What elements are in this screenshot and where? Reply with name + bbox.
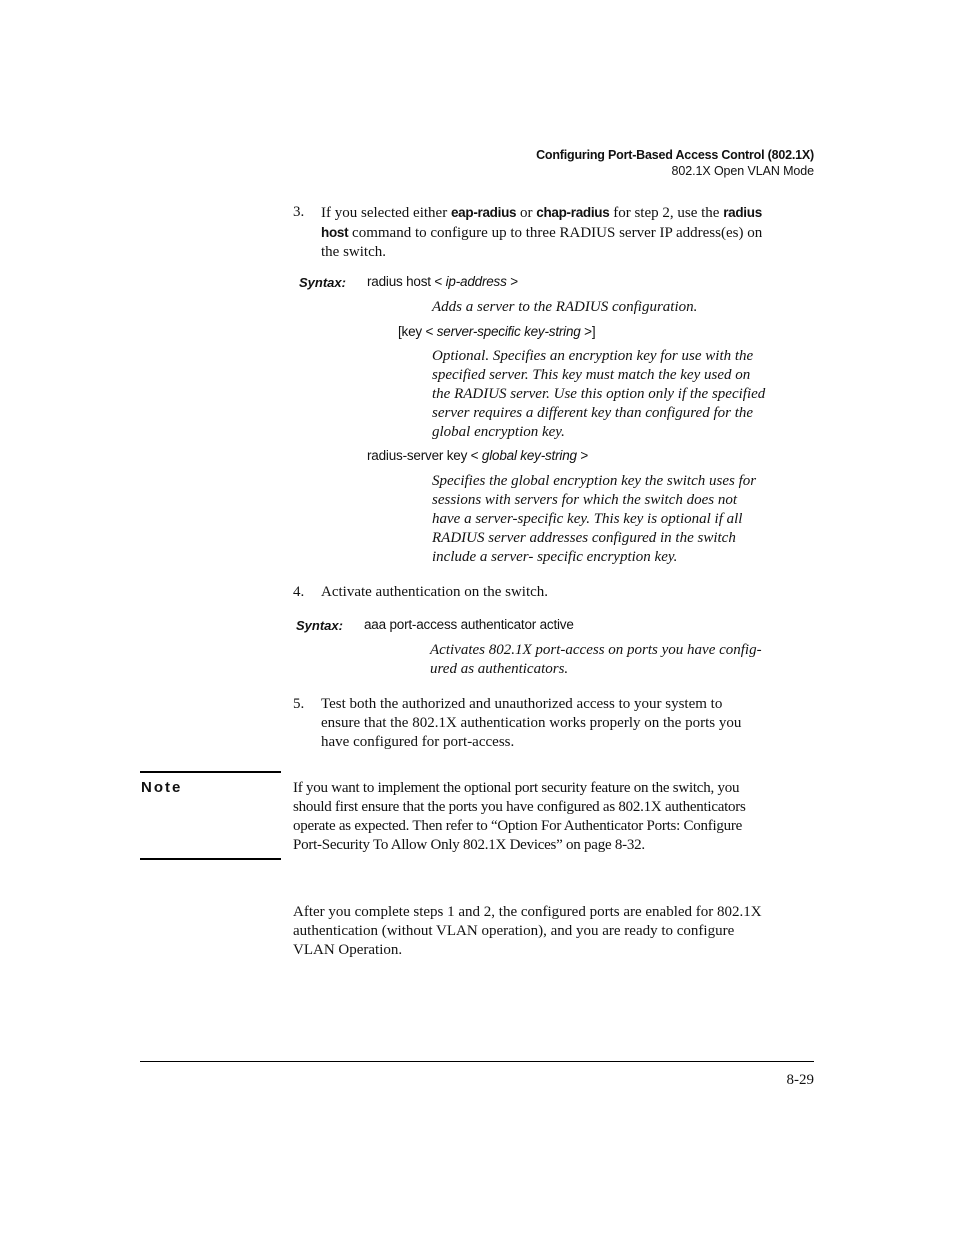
text-line: After you complete steps 1 and 2, the configured ports are enabled for 802.1X	[293, 904, 762, 920]
step-5-text	[321, 695, 741, 752]
host-keyword: host	[321, 225, 349, 240]
running-header-chapter: Configuring Port-Based Access Control (802.1X)	[536, 148, 814, 162]
command-text: >	[576, 448, 589, 463]
chap-radius-keyword: chap-radius	[536, 205, 610, 220]
command-text: radius host <	[367, 274, 446, 289]
syntax-description	[430, 641, 762, 679]
step-3-text-a: If you selected either	[321, 205, 451, 221]
step-3-text-d: command to configure up to three RADIUS server IP address(es) on	[348, 225, 763, 241]
text-line: ensure that the 802.1X authentication works properly on the ports you	[321, 715, 742, 731]
text-line: have configured for port-access.	[321, 734, 515, 750]
text-line: Test both the authorized and unauthorized access to your system to	[321, 696, 723, 712]
syntax-label: Syntax:	[296, 618, 343, 633]
text-line: Port-Security To Allow Only 802.1X Devices” on page 8-32.	[293, 837, 645, 853]
footer-rule	[140, 1061, 814, 1062]
step-3-text	[321, 203, 816, 262]
page-number: 8-29	[786, 1072, 814, 1088]
note-top-rule	[140, 771, 281, 773]
syntax-description	[432, 347, 765, 442]
step-4-text: Activate authentication on the switch.	[321, 584, 549, 600]
command-text: [key <	[398, 324, 437, 339]
command-parameter: ip-address	[445, 274, 507, 289]
note-label: Note	[141, 779, 183, 796]
syntax-command-key	[398, 324, 595, 339]
text-line: authentication (without VLAN operation), and you are ready to configure	[293, 923, 735, 939]
text-line: VLAN Operation.	[293, 942, 403, 958]
description-line: global encryption key.	[432, 424, 565, 440]
step-3-text-b: or	[516, 205, 537, 221]
syntax-command-aaa: aaa port-access authenticator active	[364, 617, 574, 632]
syntax-description: Adds a server to the RADIUS configuration.	[432, 299, 698, 315]
note-bottom-rule	[140, 858, 281, 860]
description-line: ured as authenticators.	[430, 661, 569, 677]
command-text: >	[506, 274, 518, 289]
step-3-text-e: the switch.	[321, 244, 386, 260]
closing-paragraph	[293, 903, 762, 960]
syntax-command-radius-host	[367, 274, 518, 289]
command-text: >]	[580, 324, 596, 339]
syntax-command-radius-server-key	[367, 448, 588, 463]
description-line: specified server. This key must match the key used on	[432, 367, 751, 383]
radius-keyword: radius	[723, 205, 762, 220]
note-text	[293, 779, 746, 855]
description-line: sessions with servers for which the switch does not	[432, 492, 737, 508]
description-line: Optional. Specifies an encryption key for use with the	[432, 348, 754, 364]
syntax-label: Syntax:	[299, 275, 346, 290]
description-line: server requires a different key than configured for the	[432, 405, 754, 421]
step-3-text-c: for step 2, use the	[609, 205, 724, 221]
description-line: have a server-specific key. This key is optional if all	[432, 511, 743, 527]
description-line: include a server- specific encryption key.	[432, 549, 678, 565]
text-line: operate as expected. Then refer to “Option For Authenticator Ports: Configure	[293, 818, 743, 834]
description-line: Activates 802.1X port-access on ports you have config-	[430, 642, 762, 658]
text-line: If you want to implement the optional port security feature on the switch, you	[293, 780, 740, 796]
text-line: should first ensure that the ports you have configured as 802.1X authenticators	[293, 799, 746, 815]
command-parameter: server-specific key-string	[436, 324, 581, 339]
description-line: RADIUS server addresses configured in the switch	[432, 530, 736, 546]
syntax-description	[432, 472, 756, 567]
running-header-section: 802.1X Open VLAN Mode	[671, 164, 814, 178]
description-line: Specifies the global encryption key the switch uses for	[432, 473, 757, 489]
description-line: the RADIUS server. Use this option only if the specified	[432, 386, 766, 402]
step-number: 5.	[293, 696, 305, 712]
eap-radius-keyword: eap-radius	[450, 205, 517, 220]
step-number: 4.	[293, 584, 305, 600]
step-number: 3.	[293, 204, 305, 220]
command-parameter: global key-string	[481, 448, 577, 463]
command-text: radius-server key <	[367, 448, 482, 463]
